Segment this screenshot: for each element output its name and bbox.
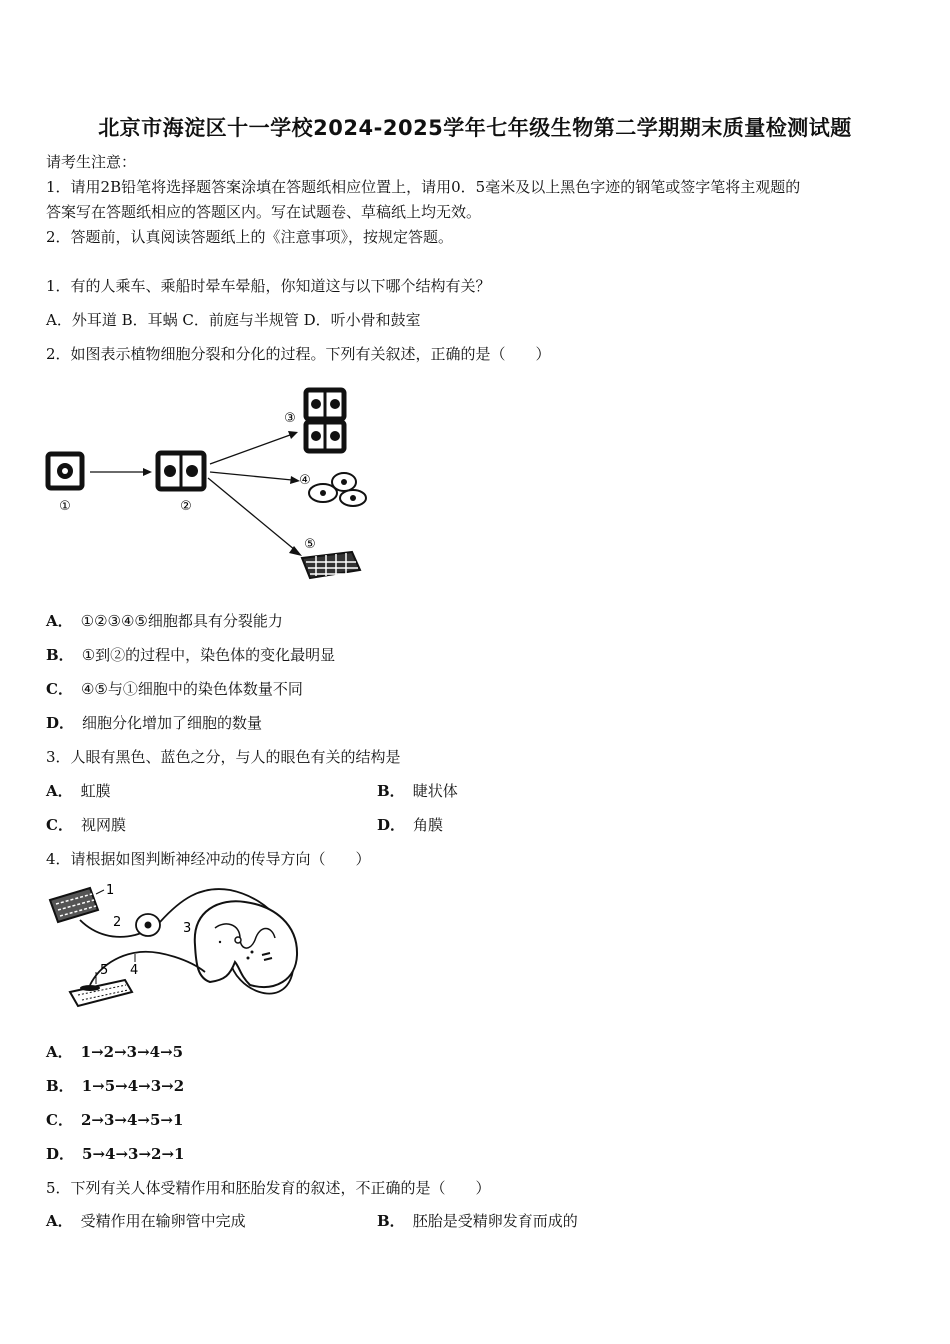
label-4: ④ <box>299 473 311 488</box>
q2-option-d-text: 细胞分化增加了细胞的数量 <box>82 714 263 732</box>
q4-option-b[interactable] <box>46 1076 184 1096</box>
q2-option-c[interactable] <box>46 679 303 699</box>
cell-1 <box>48 454 82 488</box>
cells-5 <box>302 552 360 578</box>
label-5: ⑤ <box>304 537 316 552</box>
cell-division-figure <box>40 380 380 595</box>
q3-option-c-text: 视网膜 <box>80 816 126 834</box>
q2-stem: 2．如图表示植物细胞分裂和分化的过程。下列有关叙述，正确的是（ ） <box>46 345 551 363</box>
cells-4 <box>309 473 366 506</box>
q1-options: A．外耳道 B．耳蜗 C．前庭与半规管 D．听小骨和鼓室 <box>46 311 421 329</box>
q4-option-d-text: 5→4→3→2→1 <box>82 1145 185 1163</box>
q4-option-c-text: 2→3→4→5→1 <box>80 1111 184 1129</box>
q4-option-c[interactable] <box>46 1110 183 1130</box>
q3-option-c[interactable] <box>46 815 126 835</box>
q5-option-a-label: A． <box>46 1212 73 1230</box>
q2-option-a-label: A． <box>46 612 73 630</box>
q3-option-a-text: 虹膜 <box>80 782 111 800</box>
q3-option-b-label: B． <box>377 782 405 800</box>
q2-option-a[interactable] <box>46 611 283 631</box>
notice-line-2: 2．答题前，认真阅读答题纸上的《注意事项》，按规定答题。 <box>46 228 454 246</box>
notice-line-1a: 1．请用2B铅笔将选择题答案涂填在答题纸相应位置上，请用0．5毫米及以上黑色字迹的钢笔或签字笔将主观题的 <box>46 178 801 196</box>
q5-stem: 5．下列有关人体受精作用和胚胎发育的叙述，不正确的是（ ） <box>46 1179 491 1197</box>
q3-option-b-text: 睫状体 <box>412 782 458 800</box>
q5-option-b-label: B． <box>377 1212 405 1230</box>
spinal-cord <box>195 901 297 987</box>
notice-line-1b: 答案写在答题纸相应的答题区内。写在试题卷、草稿纸上均无效。 <box>46 203 482 221</box>
cells-3 <box>306 390 344 451</box>
label-5: 5 <box>100 963 109 978</box>
q4-option-c-label: C． <box>46 1111 73 1129</box>
q4-option-b-text: 1→5→4→3→2 <box>81 1077 185 1095</box>
q4-option-d[interactable] <box>46 1144 184 1164</box>
q5-option-a-text: 受精作用在输卵管中完成 <box>80 1212 246 1230</box>
q5-option-b[interactable] <box>377 1211 578 1231</box>
q3-option-a[interactable] <box>46 781 111 801</box>
q2-option-c-text: ④⑤与①细胞中的染色体数量不同 <box>80 680 303 698</box>
q4-option-b-label: B． <box>46 1077 74 1095</box>
label-2: 2 <box>113 915 122 930</box>
q4-option-a-label: A． <box>46 1043 73 1061</box>
notice-heading: 请考生注意： <box>46 153 137 171</box>
q2-option-c-label: C． <box>46 680 73 698</box>
q2-option-d[interactable] <box>46 713 262 733</box>
q2-option-d-label: D． <box>46 714 75 732</box>
label-2: ② <box>180 499 192 514</box>
receptor-block <box>50 888 98 922</box>
q4-option-a[interactable] <box>46 1042 183 1062</box>
q3-option-c-label: C． <box>46 816 73 834</box>
q2-option-b-text: ①到②的过程中，染色体的变化最明显 <box>81 646 336 664</box>
q2-option-b[interactable] <box>46 645 335 665</box>
q5-option-a[interactable] <box>46 1211 246 1231</box>
q3-stem: 3．人眼有黑色、蓝色之分，与人的眼色有关的结构是 <box>46 748 401 766</box>
label-3: 3 <box>183 921 192 936</box>
page-title: 北京市海淀区十一学校2024-2025学年七年级生物第二学期期末质量检测试题 <box>98 116 852 140</box>
label-4: 4 <box>130 963 139 978</box>
q1-stem: 1．有的人乘车、乘船时晕车晕船，你知道这与以下哪个结构有关？ <box>46 277 491 295</box>
q4-option-d-label: D． <box>46 1145 75 1163</box>
label-1: ① <box>59 499 71 514</box>
reflex-arc-figure <box>40 880 310 1030</box>
q4-option-a-text: 1→2→3→4→5 <box>80 1043 184 1061</box>
q5-option-b-text: 胚胎是受精卵发育而成的 <box>412 1212 578 1230</box>
label-3: ③ <box>284 411 296 426</box>
q3-option-b[interactable] <box>377 781 458 801</box>
label-1: 1 <box>106 883 115 898</box>
effector-muscle <box>70 980 132 1006</box>
q3-option-d[interactable] <box>377 815 443 835</box>
q4-stem: 4．请根据如图判断神经冲动的传导方向（ ） <box>46 850 371 868</box>
q2-option-b-label: B． <box>46 646 74 664</box>
q3-option-d-label: D． <box>377 816 406 834</box>
q3-option-d-text: 角膜 <box>413 816 444 834</box>
q2-option-a-text: ①②③④⑤细胞都具有分裂能力 <box>80 612 283 630</box>
q3-option-a-label: A． <box>46 782 73 800</box>
cell-2 <box>158 453 204 489</box>
